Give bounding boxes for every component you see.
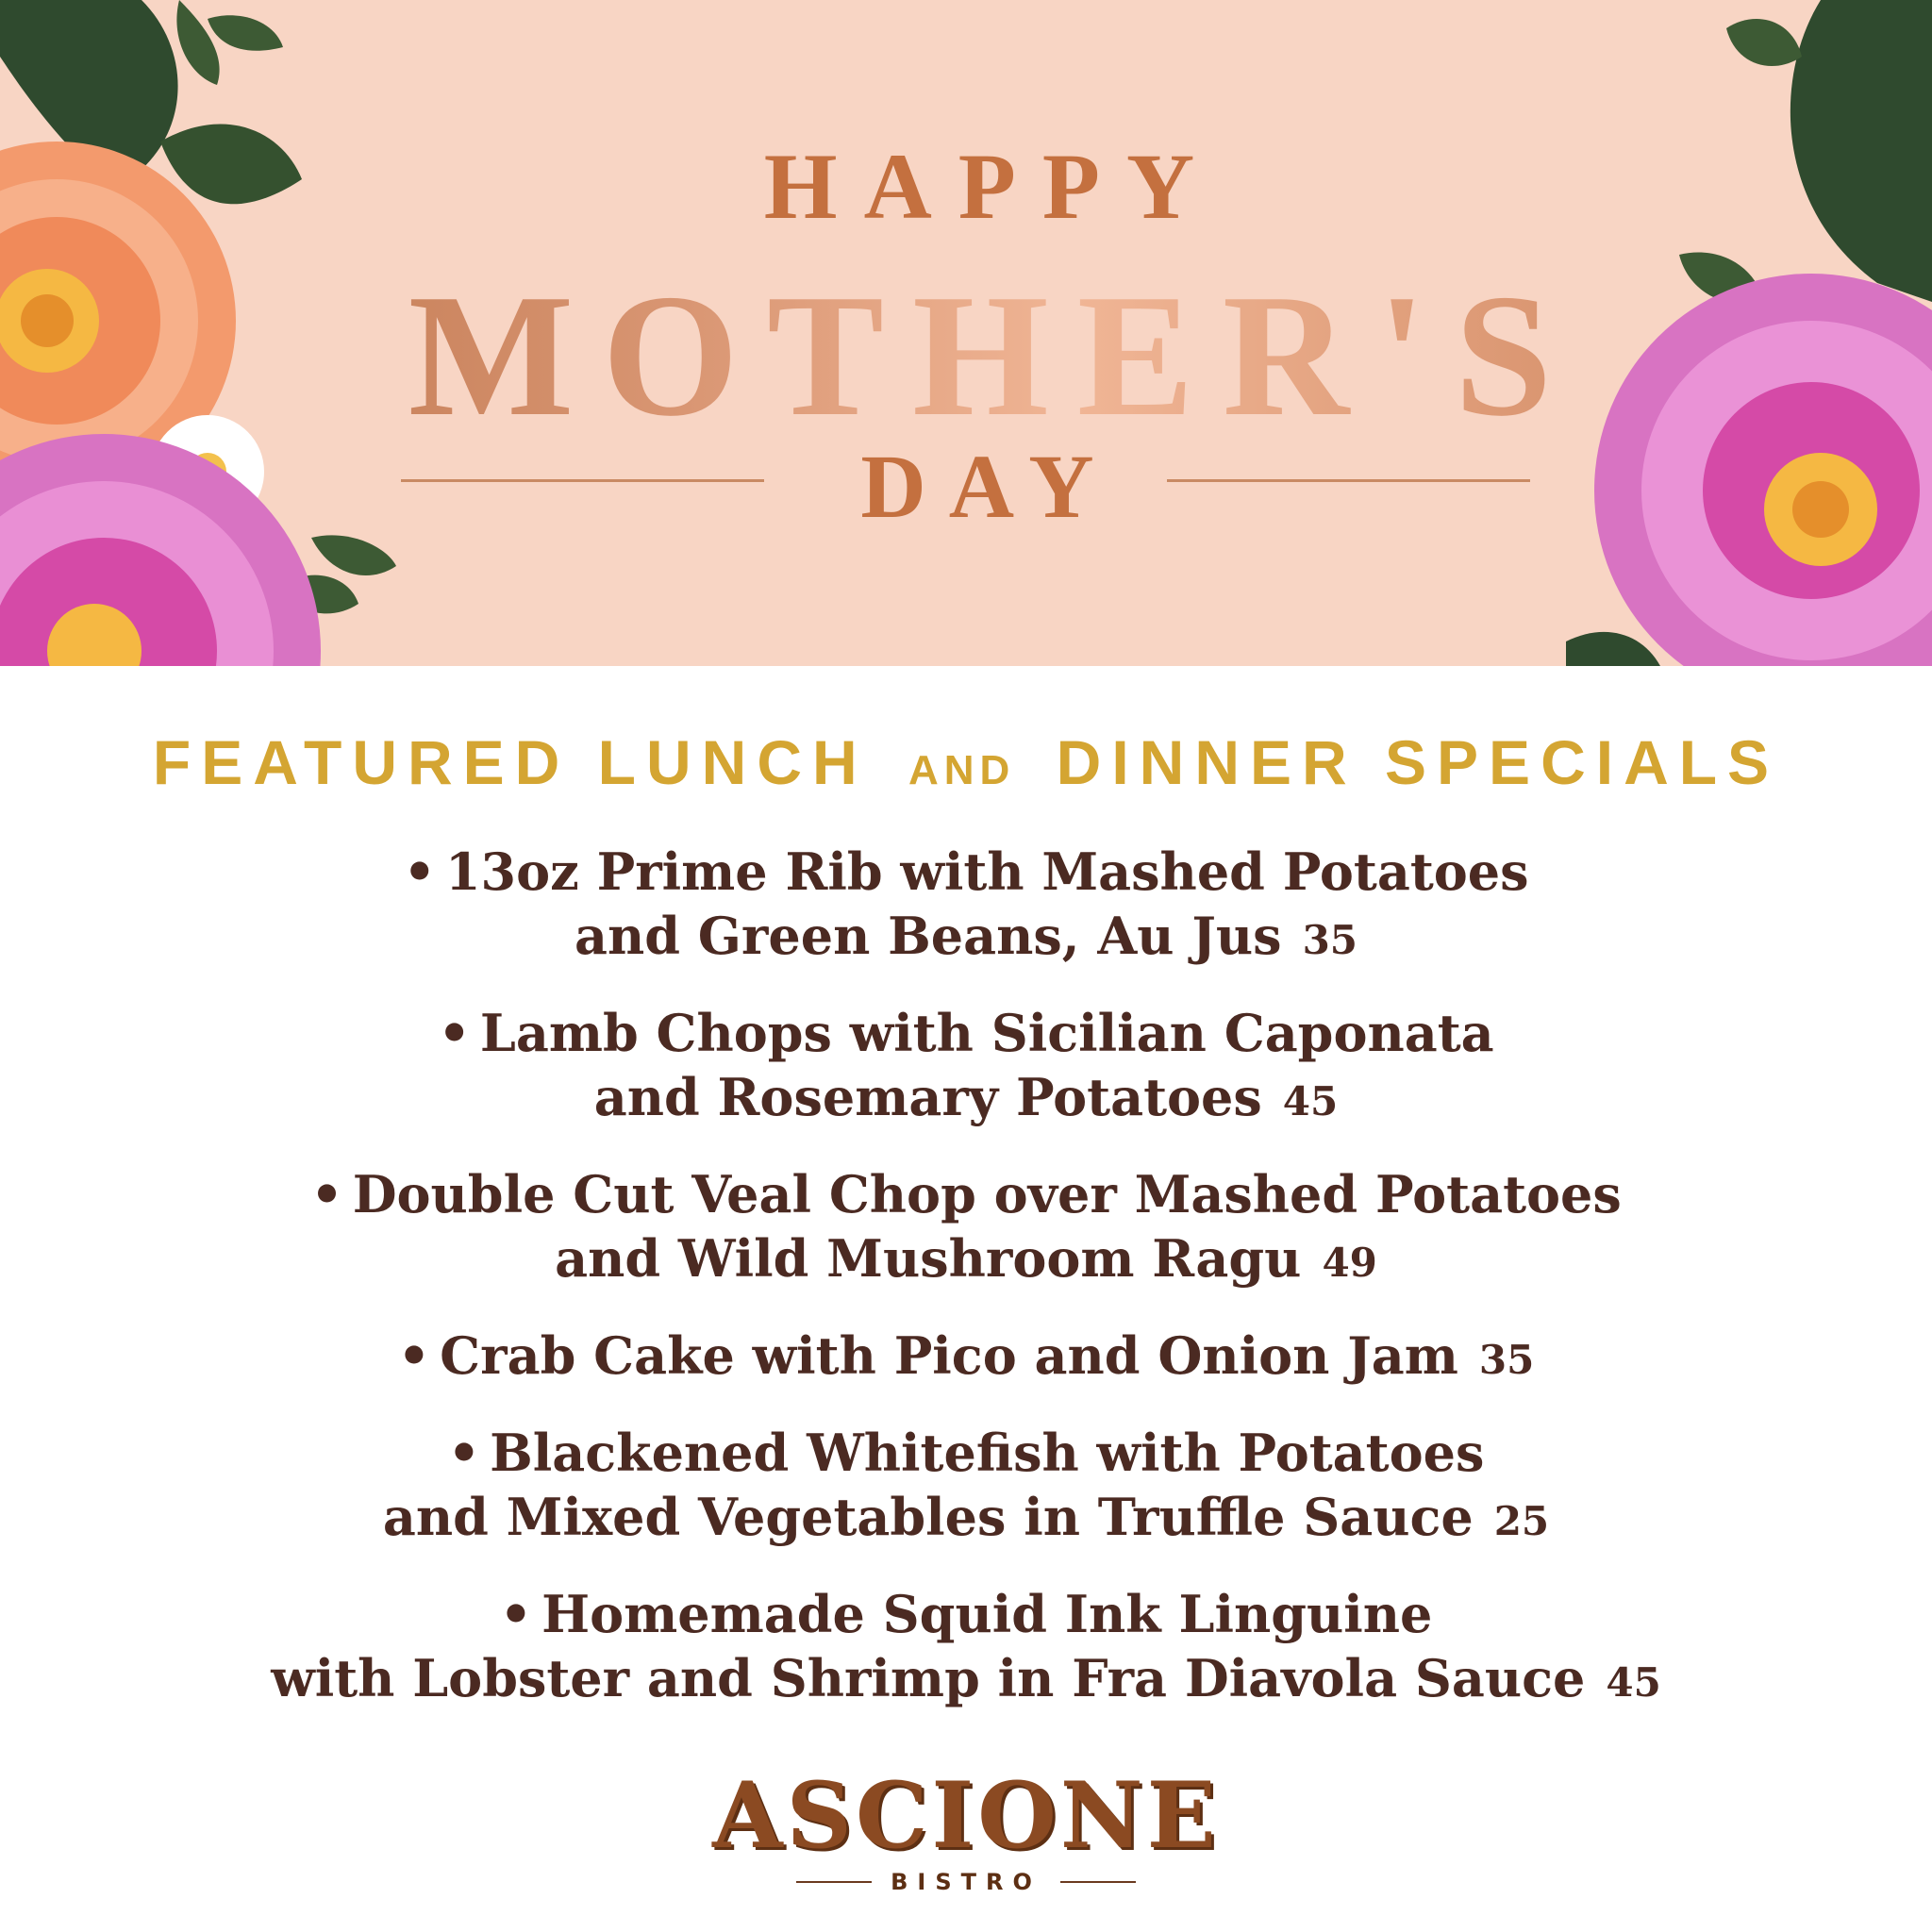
- specials-title-part1: FEATURED LUNCH: [152, 727, 868, 797]
- menu-item-price: 35: [1478, 1337, 1535, 1383]
- bullet-icon: •: [447, 1423, 481, 1483]
- menu-item: [0, 1421, 1932, 1554]
- logo-name: ASCIONE: [712, 1762, 1220, 1869]
- menu-item-line1: Double Cut Veal Chop over Mashed Potatoes: [352, 1164, 1622, 1224]
- menu-item: [0, 840, 1932, 973]
- logo-subtitle: BISTRO: [891, 1869, 1041, 1895]
- menu-item: [0, 1324, 1932, 1392]
- happy-text: HAPPY: [763, 134, 1222, 239]
- menu-item-line2: and Wild Mushroom Ragu: [555, 1228, 1302, 1289]
- bullet-icon: •: [397, 1325, 431, 1386]
- logo-rule-right: [1060, 1881, 1136, 1883]
- header-banner: [0, 0, 1932, 666]
- menu-item-line1: Homemade Squid Ink Linguine: [541, 1584, 1433, 1644]
- menu-item-price: 45: [1282, 1078, 1339, 1124]
- menu-item-line1: Crab Cake with Pico and Onion Jam: [440, 1325, 1458, 1386]
- menu-item-line1: Lamb Chops with Sicilian Caponata: [479, 1003, 1494, 1063]
- menu-item-line2: and Rosemary Potatoes: [593, 1067, 1262, 1127]
- logo-rule-left: [796, 1881, 872, 1883]
- restaurant-logo: [0, 1762, 1932, 1895]
- menu-item-price: 25: [1493, 1498, 1550, 1544]
- menu-item-line2: and Mixed Vegetables in Truffle Sauce: [382, 1487, 1474, 1547]
- menu-item-line2: with Lobster and Shrimp in Fra Diavola Sauce: [271, 1648, 1586, 1708]
- bullet-icon: •: [403, 841, 436, 902]
- mothers-text: MOTHER'S: [0, 255, 1932, 457]
- specials-title: [0, 726, 1932, 798]
- bullet-icon: •: [310, 1164, 343, 1224]
- menu-item-price: 45: [1606, 1659, 1661, 1706]
- specials-title-and: AND: [908, 747, 1016, 793]
- menu-item-line2: and Green Beans, Au Jus: [574, 906, 1282, 966]
- menu-item-line1: 13oz Prime Rib with Mashed Potatoes: [444, 841, 1529, 902]
- menu-item-line1: Blackened Whitefish with Potatoes: [490, 1423, 1485, 1483]
- menu-item: [0, 1001, 1932, 1134]
- menu-item: [0, 1162, 1932, 1295]
- menu-list: [0, 840, 1932, 1743]
- menu-item: [0, 1582, 1932, 1715]
- bullet-icon: •: [438, 1003, 471, 1063]
- specials-title-part2: DINNER SPECIALS: [1056, 727, 1780, 797]
- day-text: DAY: [860, 436, 1117, 537]
- menu-item-price: 35: [1302, 917, 1358, 963]
- divider-right: [1167, 479, 1530, 482]
- bullet-icon: •: [499, 1584, 533, 1644]
- menu-item-price: 49: [1322, 1240, 1377, 1286]
- logo-subtitle-row: [0, 1869, 1932, 1895]
